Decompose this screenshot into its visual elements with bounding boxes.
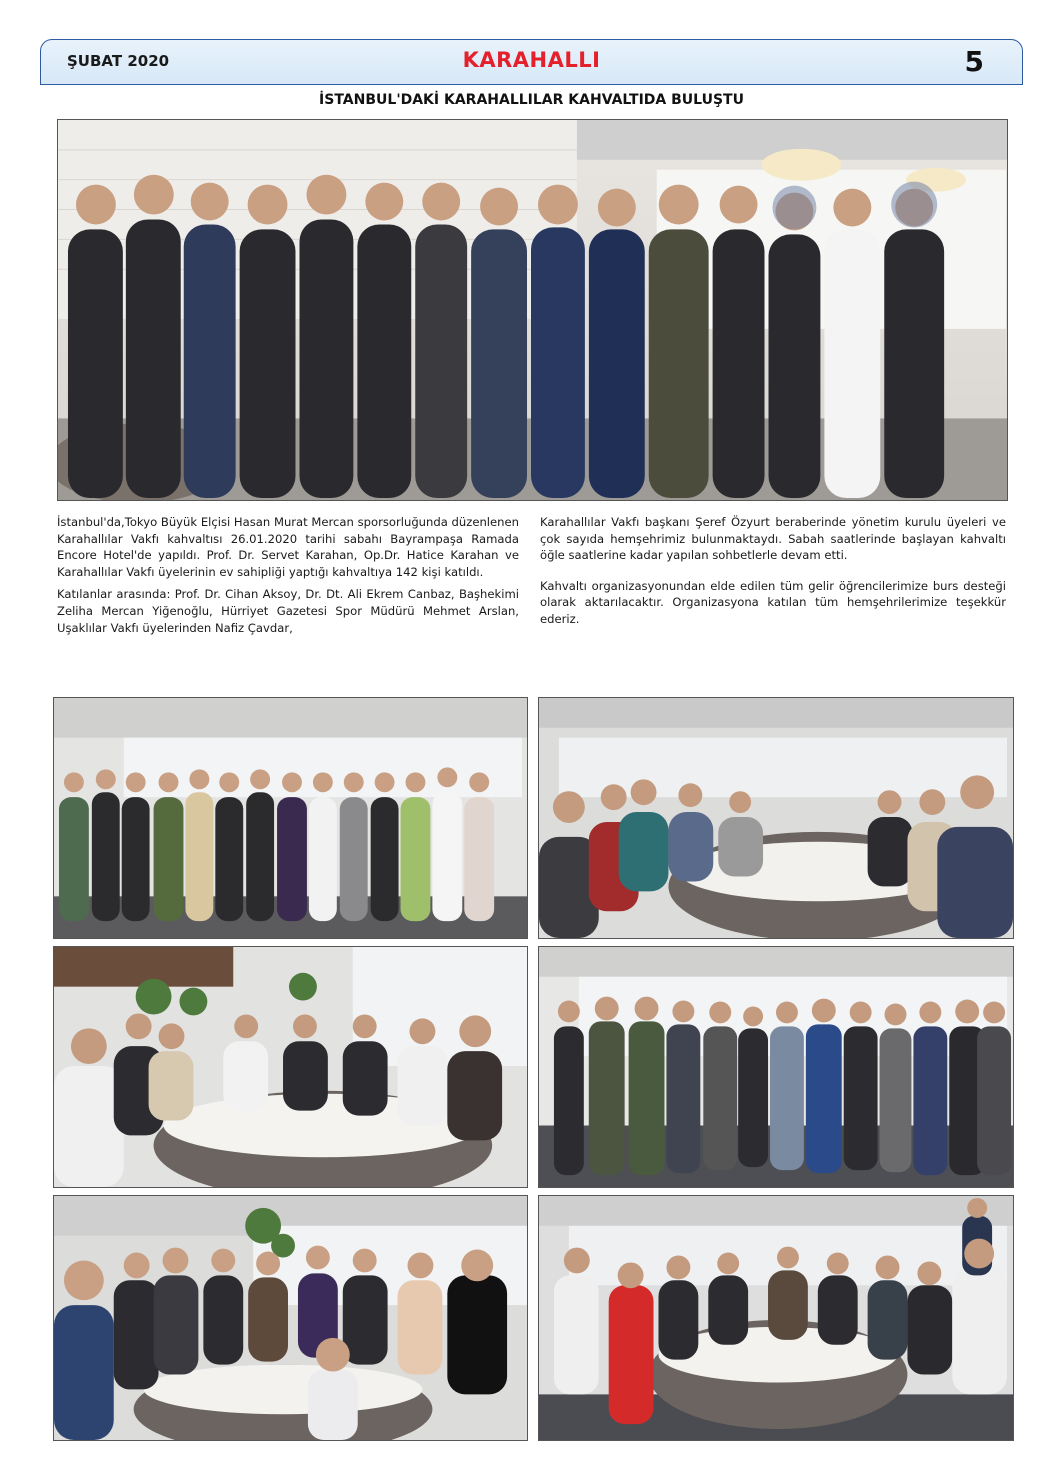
photo-round-table: [538, 1195, 1014, 1441]
photo-men-group: [538, 946, 1014, 1188]
publication-title: KARAHALLI: [462, 48, 601, 72]
paragraph: İstanbul'da,Tokyo Büyük Elçisi Hasan Murat Mercan sporsorluğunda düzenlenen Karahallılar Vakfı kahvaltısı 26.01.2020 tarihi sabahı Bayrampaşa Ramada Encore Hotel'de yapıldı. Prof. Dr. Servet Karahan, Op.Dr. Hatice Karahan ve Karahallılar Vakfı üyelerinin ev sahipliği yaptığı kahvaltıya 142 kişi katıldı.: [57, 515, 519, 579]
page-header: [40, 39, 1023, 85]
issue-date: ŞUBAT 2020: [67, 52, 170, 70]
photo-table-men: [538, 697, 1014, 939]
article-column-right: [540, 514, 1006, 634]
page-number: 5: [964, 45, 984, 78]
main-group-photo: [57, 119, 1008, 501]
article-column-left: [57, 514, 519, 642]
article-headline: İSTANBUL'DAKİ KARAHALLILAR KAHVALTIDA BULUŞTU: [319, 92, 744, 108]
paragraph: Karahallılar Vakfı başkanı Şeref Özyurt beraberinde yönetim kurulu üyeleri ve çok sayıda hemşehrimiz bulunmaktaydı. Sabah saatlerinde başlayan kahvaltı öğle saatlerine kadar yapılan sohbetlerle devam etti.: [540, 515, 1006, 563]
paragraph: Katılanlar arasında: Prof. Dr. Cihan Aksoy, Dr. Dt. Ali Ekrem Canbaz, Başhekimi Zeliha Mercan Yiğenoğlu, Hürriyet Gazetesi Spor Müdürü Mehmet Arslan, Uşaklılar Vakfı üyelerinden Nafiz Çavdar,: [57, 587, 519, 635]
paragraph: Kahvaltı organizasyonundan elde edilen tüm gelir öğrencilerimize burs desteği olarak aktarılacaktır. Organizasyona katılan tüm hemşehrilerimize teşekkür ederiz.: [540, 578, 1006, 626]
photo-women-group: [53, 697, 528, 939]
photo-family-table: [53, 1195, 528, 1441]
photo-table-women: [53, 946, 528, 1188]
